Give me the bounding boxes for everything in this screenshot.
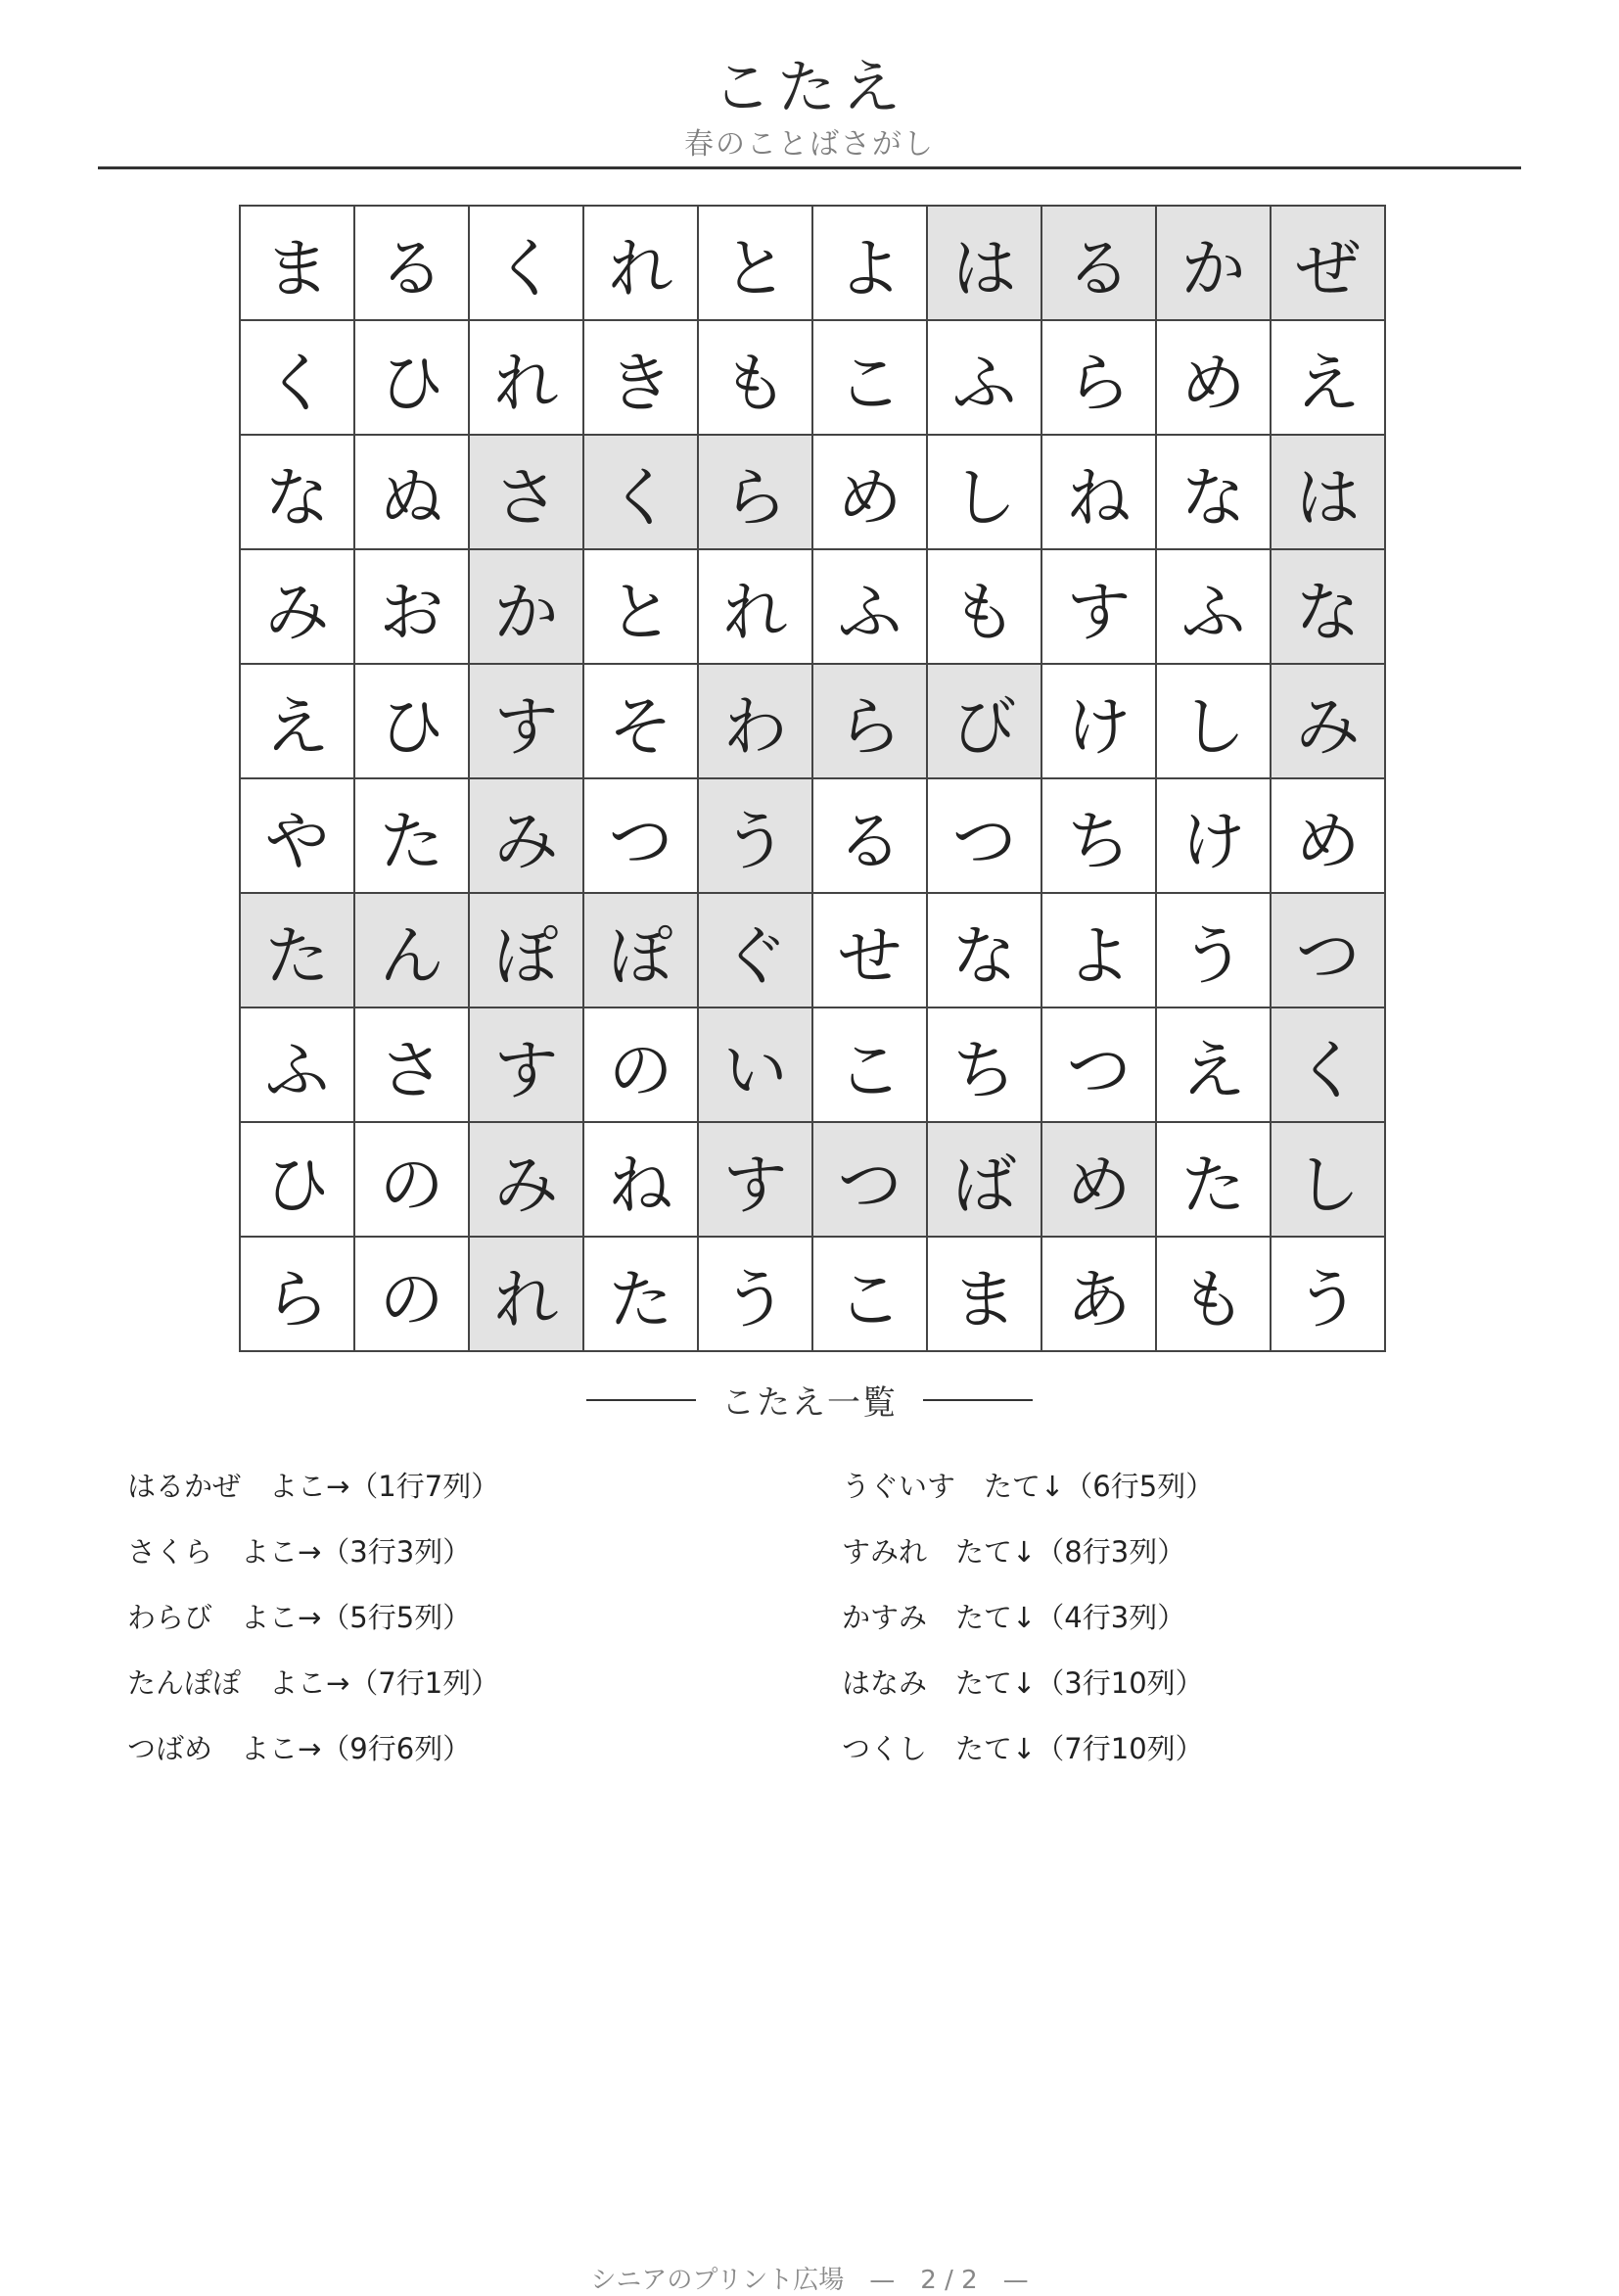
- page-subtitle: 春のことばさがし: [684, 127, 935, 162]
- grid-cell: ふ: [813, 550, 928, 665]
- heading-rule-left: [586, 1399, 696, 1401]
- grid-cell: び: [928, 665, 1042, 779]
- answer-item: かすみ たて↓（4行3列）: [842, 1601, 1186, 1634]
- grid-cell: ぜ: [1272, 207, 1386, 321]
- grid-cell: た: [241, 894, 355, 1008]
- grid-cell: ひ: [355, 321, 470, 436]
- grid-cell: ふ: [241, 1008, 355, 1123]
- grid-cell: お: [355, 550, 470, 665]
- grid-cell: い: [699, 1008, 813, 1123]
- grid-cell: か: [1157, 207, 1272, 321]
- page-footer: シニアのプリント広場 — 2 / 2 —: [590, 2266, 1029, 2295]
- grid-cell: ひ: [241, 1123, 355, 1238]
- grid-cell: み: [470, 1123, 584, 1238]
- grid-cell: め: [1042, 1123, 1157, 1238]
- grid-cell: ぽ: [470, 894, 584, 1008]
- grid-cell: さ: [470, 436, 584, 550]
- grid-cell: く: [584, 436, 699, 550]
- grid-cell: く: [1272, 1008, 1386, 1123]
- grid-cell: け: [1042, 665, 1157, 779]
- grid-cell: し: [1272, 1123, 1386, 1238]
- grid-cell: わ: [699, 665, 813, 779]
- grid-cell: め: [1157, 321, 1272, 436]
- grid-cell: ぐ: [699, 894, 813, 1008]
- word-search-grid: [239, 205, 1386, 1352]
- grid-cell: き: [584, 321, 699, 436]
- grid-cell: あ: [1042, 1238, 1157, 1352]
- grid-cell: み: [1272, 665, 1386, 779]
- grid-cell: た: [1157, 1123, 1272, 1238]
- grid-cell: つ: [1042, 1008, 1157, 1123]
- grid-cell: も: [928, 550, 1042, 665]
- grid-cell: は: [1272, 436, 1386, 550]
- grid-cell: こ: [813, 1008, 928, 1123]
- answer-item: つくし たて↓（7行10列）: [842, 1732, 1204, 1765]
- grid-cell: ま: [928, 1238, 1042, 1352]
- answer-item: さくら よこ→（3行3列）: [127, 1535, 472, 1569]
- grid-cell: え: [1272, 321, 1386, 436]
- grid-cell: し: [928, 436, 1042, 550]
- grid-cell: ら: [241, 1238, 355, 1352]
- grid-cell: め: [813, 436, 928, 550]
- grid-cell: な: [1272, 550, 1386, 665]
- grid-cell: な: [928, 894, 1042, 1008]
- answers-heading: [0, 1376, 1619, 1424]
- answers-heading-label: こたえ一覧: [721, 1383, 898, 1423]
- grid-cell: ら: [813, 665, 928, 779]
- grid-cell: ぽ: [584, 894, 699, 1008]
- grid-cell: る: [355, 207, 470, 321]
- grid-cell: や: [241, 779, 355, 894]
- grid-cell: す: [699, 1123, 813, 1238]
- grid-cell: ら: [699, 436, 813, 550]
- answer-item: うぐいす たて↓（6行5列）: [842, 1470, 1215, 1503]
- grid-cell: は: [928, 207, 1042, 321]
- grid-cell: め: [1272, 779, 1386, 894]
- grid-cell: う: [699, 1238, 813, 1352]
- grid-cell: う: [699, 779, 813, 894]
- grid-cell: ね: [1042, 436, 1157, 550]
- answer-item: たんぽぽ よこ→（7行1列）: [127, 1666, 500, 1700]
- grid-cell: す: [1042, 550, 1157, 665]
- answer-item: わらび よこ→（5行5列）: [127, 1601, 472, 1634]
- grid-cell: せ: [813, 894, 928, 1008]
- grid-cell: た: [355, 779, 470, 894]
- grid-cell: ば: [928, 1123, 1042, 1238]
- grid-cell: れ: [699, 550, 813, 665]
- grid-cell: う: [1157, 894, 1272, 1008]
- grid-cell: ち: [1042, 779, 1157, 894]
- grid-cell: れ: [584, 207, 699, 321]
- grid-cell: た: [584, 1238, 699, 1352]
- grid-cell: け: [1157, 779, 1272, 894]
- grid-cell: ぬ: [355, 436, 470, 550]
- grid-cell: つ: [584, 779, 699, 894]
- grid-cell: こ: [813, 321, 928, 436]
- grid-cell: く: [241, 321, 355, 436]
- answer-item: はるかぜ よこ→（1行7列）: [127, 1470, 500, 1503]
- grid-cell: つ: [813, 1123, 928, 1238]
- grid-cell: み: [241, 550, 355, 665]
- grid-cell: ふ: [1157, 550, 1272, 665]
- grid-cell: え: [241, 665, 355, 779]
- grid-cell: る: [813, 779, 928, 894]
- grid-cell: ら: [1042, 321, 1157, 436]
- answer-item: つばめ よこ→（9行6列）: [127, 1732, 472, 1765]
- grid-cell: さ: [355, 1008, 470, 1123]
- grid-cell: も: [699, 321, 813, 436]
- grid-cell: か: [470, 550, 584, 665]
- grid-cell: く: [470, 207, 584, 321]
- grid-cell: ま: [241, 207, 355, 321]
- grid-cell: よ: [813, 207, 928, 321]
- heading-rule-right: [923, 1399, 1033, 1401]
- page-title: こたえ: [713, 54, 906, 122]
- grid-cell: の: [584, 1008, 699, 1123]
- grid-cell: よ: [1042, 894, 1157, 1008]
- grid-cell: そ: [584, 665, 699, 779]
- title-divider: [98, 166, 1521, 169]
- grid-cell: す: [470, 665, 584, 779]
- grid-cell: す: [470, 1008, 584, 1123]
- grid-cell: こ: [813, 1238, 928, 1352]
- grid-cell: う: [1272, 1238, 1386, 1352]
- grid-cell: な: [1157, 436, 1272, 550]
- grid-cell: ふ: [928, 321, 1042, 436]
- grid-cell: の: [355, 1238, 470, 1352]
- grid-cell: ん: [355, 894, 470, 1008]
- grid-cell: ひ: [355, 665, 470, 779]
- grid-cell: つ: [928, 779, 1042, 894]
- grid-cell: え: [1157, 1008, 1272, 1123]
- grid-cell: る: [1042, 207, 1157, 321]
- grid-cell: つ: [1272, 894, 1386, 1008]
- grid-cell: ね: [584, 1123, 699, 1238]
- grid-cell: ち: [928, 1008, 1042, 1123]
- grid-cell: の: [355, 1123, 470, 1238]
- answer-item: すみれ たて↓（8行3列）: [842, 1535, 1186, 1569]
- grid-cell: れ: [470, 321, 584, 436]
- grid-cell: れ: [470, 1238, 584, 1352]
- answer-item: はなみ たて↓（3行10列）: [842, 1666, 1204, 1700]
- grid-cell: な: [241, 436, 355, 550]
- grid-cell: み: [470, 779, 584, 894]
- grid-cell: と: [699, 207, 813, 321]
- grid-cell: と: [584, 550, 699, 665]
- grid-cell: も: [1157, 1238, 1272, 1352]
- grid-cell: し: [1157, 665, 1272, 779]
